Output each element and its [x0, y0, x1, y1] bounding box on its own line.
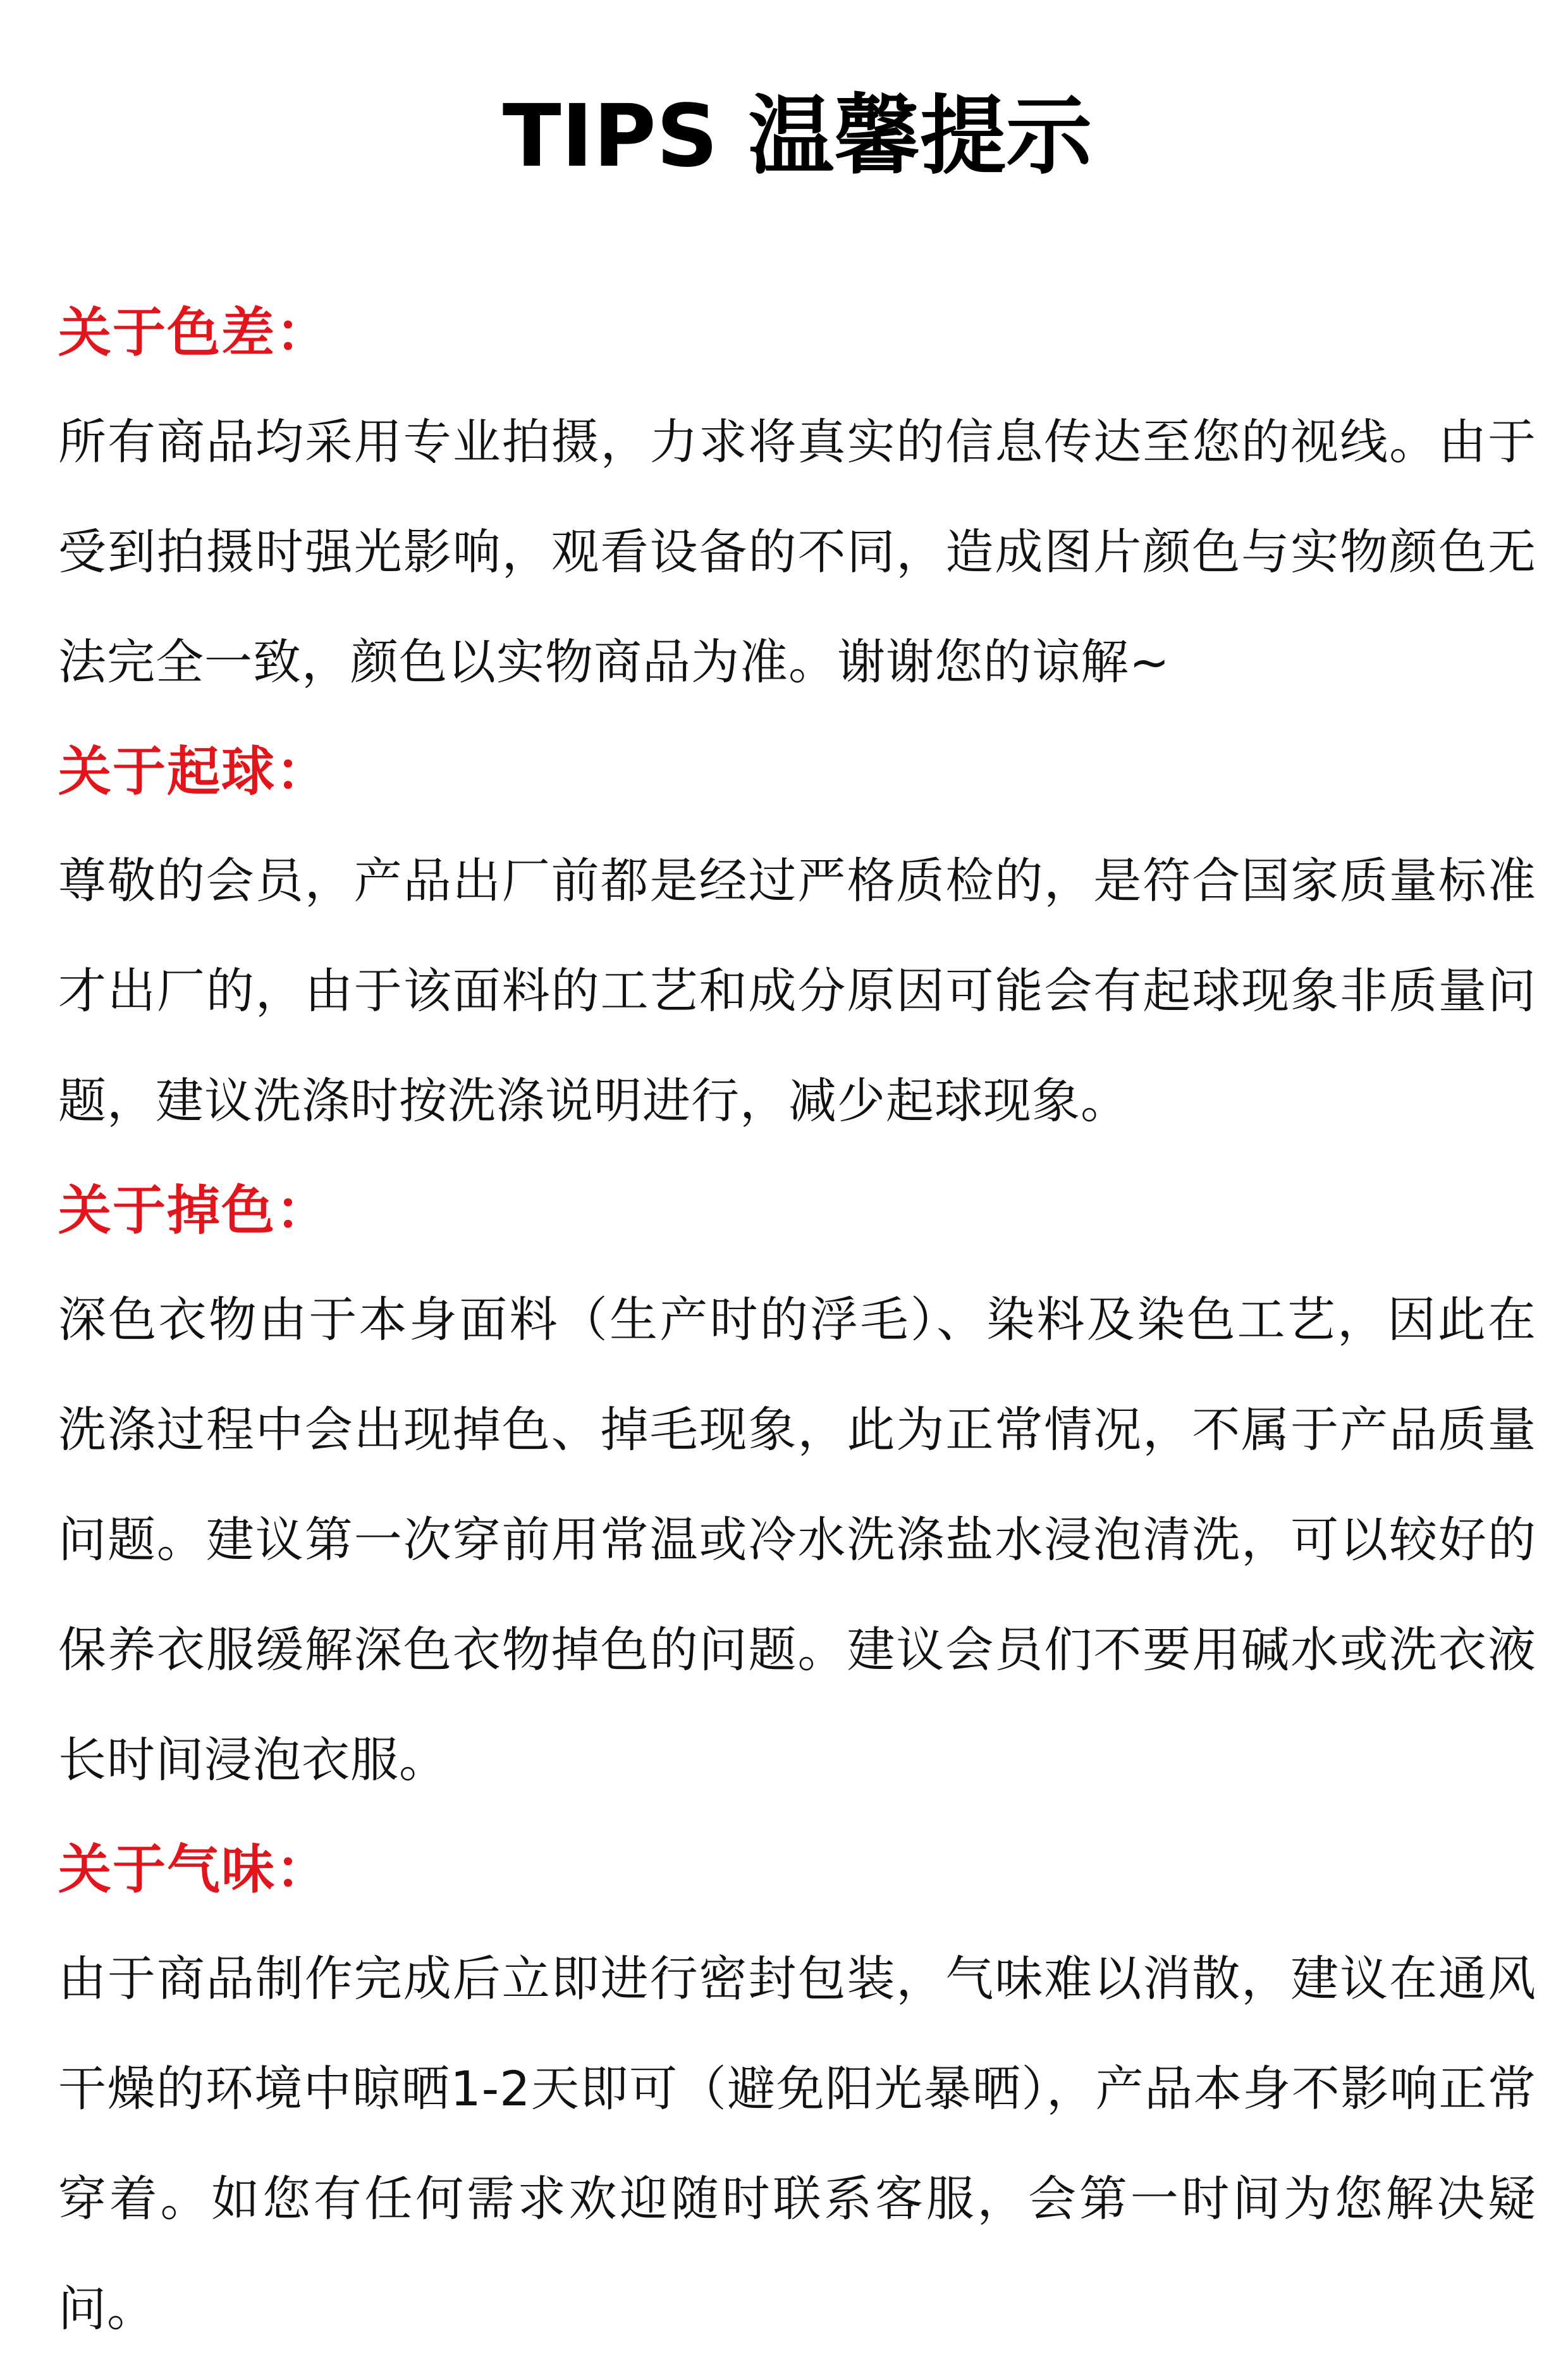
- section-heading: 关于气味：: [58, 1838, 331, 1900]
- section-body: 所有商品均采用专业拍摄，力求将真实的信息传达至您的视线。由于受到拍摄时强光影响，观看设备的不同，造成图片颜色与实物颜色无法完全一致，颜色以实物商品为准。谢谢您的谅解~: [58, 414, 1536, 690]
- section-body: 尊敬的会员，产品出厂前都是经过严格质检的，是符合国家质量标准才出厂的，由于该面料的工艺和成分原因可能会有起球现象非质量问题，建议洗涤时按洗涤说明进行，减少起球现象。: [58, 853, 1536, 1129]
- section-heading: 关于起球：: [58, 740, 331, 803]
- section-body: 由于商品制作完成后立即进行密封包装，气味难以消散，建议在通风干燥的环境中晾晒1-2天即可（避免阳光暴晒），产品本身不影响正常穿着。如您有任何需求欢迎随时联系客服，会第一时间为您解决疑问。: [58, 1950, 1536, 2337]
- page-title: TIPS 温馨提示: [502, 87, 1093, 187]
- section-color-fading: [58, 1156, 1536, 1815]
- section-pilling: [58, 717, 1536, 1156]
- section-odor: [58, 1815, 1536, 2364]
- section-body: 深色衣物由于本身面料（生产时的浮毛）、染料及染色工艺，因此在洗涤过程中会出现掉色、掉毛现象，此为正常情况，不属于产品质量问题。建议第一次穿前用常温或冷水洗涤盐水浸泡清洗，可以较好的保养衣服缓解深色衣物掉色的问题。建议会员们不要用碱水或洗衣液长时间浸泡衣服。: [58, 1291, 1536, 1788]
- section-heading: 关于掉色：: [58, 1179, 331, 1241]
- section-color-difference: [58, 278, 1536, 717]
- section-heading: 关于色差：: [58, 301, 331, 364]
